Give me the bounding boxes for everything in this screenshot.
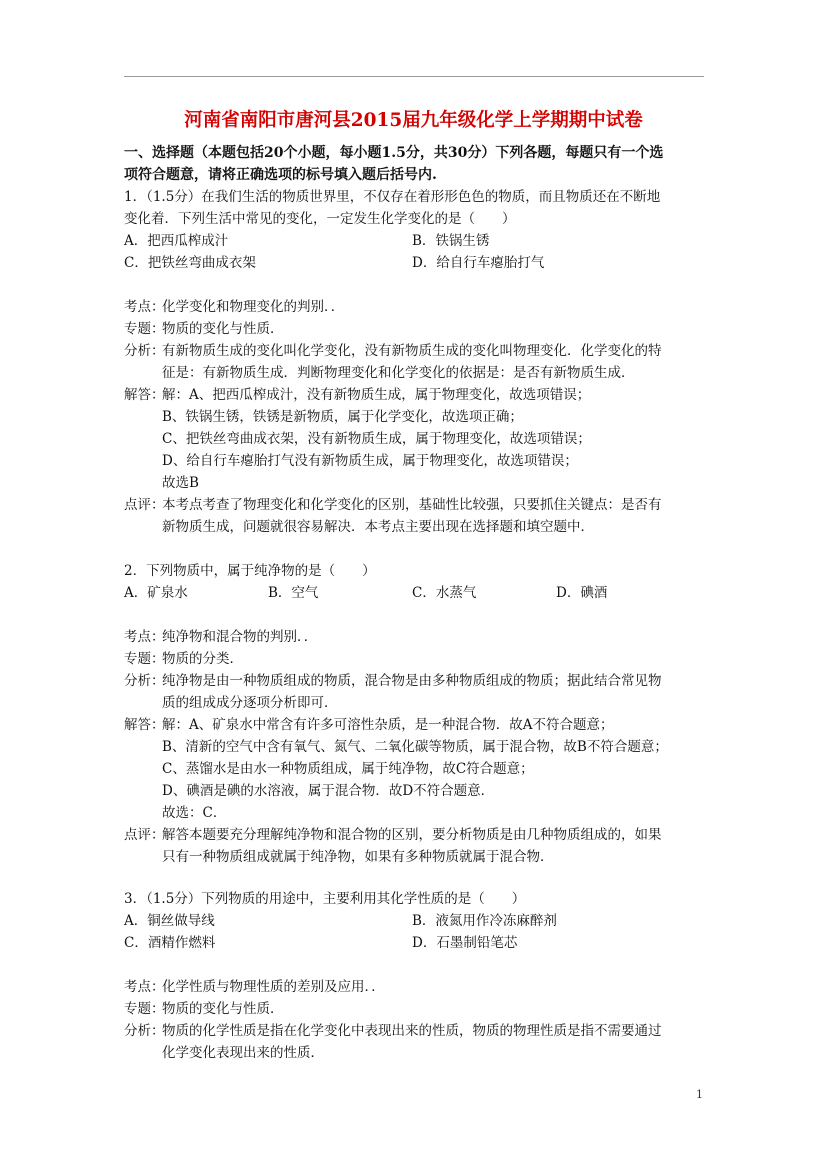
q2-zhuanti-label: 专题： bbox=[124, 651, 165, 667]
q2-fenxi-line1: 纯净物是由一种物质组成的物质，混合物是由多种物质组成的物质；据此结合常见物 bbox=[162, 673, 662, 689]
q2-option-c: C．水蒸气 bbox=[412, 585, 477, 601]
q2-stem: 2．下列物质中，属于纯净物的是（ ） bbox=[124, 563, 376, 579]
q1-dianping-label: 点评： bbox=[124, 497, 165, 513]
q1-stem-line1: 1．（1.5分）在我们生活的物质世界里，不仅存在着形形色色的物质，而且物质还在不断地 bbox=[124, 189, 661, 205]
q1-fenxi-label: 分析： bbox=[124, 343, 165, 359]
q2-kaodian-label: 考点： bbox=[124, 629, 165, 645]
q2-jieda-line1: 解：A、矿泉水中常含有许多可溶性杂质，是一种混合物．故A不符合题意； bbox=[162, 717, 614, 733]
page-number: 1 bbox=[696, 1088, 703, 1101]
q3-option-c: C．酒精作燃料 bbox=[124, 935, 216, 951]
q3-kaodian: 化学性质与物理性质的差别及应用．． bbox=[162, 979, 385, 995]
q3-zhuanti: 物质的变化与性质． bbox=[162, 1001, 284, 1017]
q2-dianping-line2: 只有一种物质组成就属于纯净物，如果有多种物质就属于混合物． bbox=[162, 849, 554, 865]
q3-option-d: D．石墨制铅笔芯 bbox=[412, 935, 518, 951]
q1-kaodian: 化学变化和物理变化的判别．． bbox=[162, 299, 345, 315]
q2-jieda-line5: 故选：C． bbox=[162, 805, 227, 821]
q2-option-b: B．空气 bbox=[268, 585, 319, 601]
q1-dianping-line1: 本考点考查了物理变化和化学变化的区别，基础性比较强，只要抓住关键点：是否有 bbox=[162, 497, 662, 513]
q2-jieda-label: 解答： bbox=[124, 717, 165, 733]
q3-option-a: A．铜丝做导线 bbox=[124, 913, 215, 929]
q3-stem: 3．（1.5分）下列物质的用途中，主要利用其化学性质的是（ ） bbox=[124, 891, 526, 907]
q3-fenxi-line2: 化学变化表现出来的性质． bbox=[162, 1045, 324, 1061]
q1-jieda-line5: 故选B bbox=[162, 475, 199, 491]
q1-option-a: A．把西瓜榨成汁 bbox=[124, 233, 229, 249]
q1-jieda-label: 解答： bbox=[124, 387, 165, 403]
q1-zhuanti-label: 专题： bbox=[124, 321, 165, 337]
page-title: 河南省南阳市唐河县2015届九年级化学上学期期中试卷 bbox=[184, 110, 643, 131]
q1-jieda-line4: D、给自行车瘪胎打气没有新物质生成，属于物理变化，故选项错误； bbox=[162, 453, 578, 469]
q2-dianping-label: 点评： bbox=[124, 827, 165, 843]
q1-jieda-line3: C、把铁丝弯曲成衣架，没有新物质生成，属于物理变化，故选项错误； bbox=[162, 431, 591, 447]
q2-jieda-line2: B、清新的空气中含有氧气、氮气、二氧化碳等物质，属于混合物，故B不符合题意； bbox=[162, 739, 668, 755]
q2-kaodian: 纯净物和混合物的判别．． bbox=[162, 629, 318, 645]
q1-option-b: B．铁锅生锈 bbox=[412, 233, 490, 249]
section-heading-line1: 一、选择题（本题包括20个小题，每小题1.5分，共30分）下列各题，每题只有一个选 bbox=[124, 145, 664, 161]
q2-option-a: A．矿泉水 bbox=[124, 585, 188, 601]
header-rule bbox=[124, 76, 704, 77]
q1-zhuanti: 物质的变化与性质． bbox=[162, 321, 284, 337]
q1-fenxi-line2: 征是：有新物质生成．判断物理变化和化学变化的依据是：是否有新物质生成． bbox=[162, 365, 635, 381]
q1-option-c: C．把铁丝弯曲成衣架 bbox=[124, 255, 256, 271]
q1-jieda-line1: 解：A、把西瓜榨成汁，没有新物质生成，属于物理变化，故选项错误； bbox=[162, 387, 591, 403]
q3-kaodian-label: 考点： bbox=[124, 979, 165, 995]
q3-fenxi-label: 分析： bbox=[124, 1023, 165, 1039]
q2-jieda-line4: D、碘酒是碘的水溶液，属于混合物．故D不符合题意． bbox=[162, 783, 495, 799]
q1-jieda-line2: B、铁锅生锈，铁锈是新物质，属于化学变化，故选项正确； bbox=[162, 409, 523, 425]
q3-option-b: B．液氮用作冷冻麻醉剂 bbox=[412, 913, 557, 929]
q1-dianping-line2: 新物质生成，问题就很容易解决．本考点主要出现在选择题和填空题中． bbox=[162, 519, 594, 535]
q1-kaodian-label: 考点： bbox=[124, 299, 165, 315]
q2-jieda-line3: C、蒸馏水是由水一种物质组成，属于纯净物，故C符合题意； bbox=[162, 761, 534, 777]
q2-fenxi-line2: 质的组成成分逐项分析即可． bbox=[162, 695, 338, 711]
section-heading-line2: 项符合题意，请将正确选项的标号填入题后括号内. bbox=[124, 167, 437, 183]
q1-fenxi-line1: 有新物质生成的变化叫化学变化，没有新物质生成的变化叫物理变化．化学变化的特 bbox=[162, 343, 662, 359]
q1-option-d: D．给自行车瘪胎打气 bbox=[412, 255, 545, 271]
q2-dianping-line1: 解答本题要充分理解纯净物和混合物的区别，要分析物质是由几种物质组成的，如果 bbox=[162, 827, 662, 843]
q3-fenxi-line1: 物质的化学性质是指在化学变化中表现出来的性质，物质的物理性质是指不需要通过 bbox=[162, 1023, 662, 1039]
q2-zhuanti: 物质的分类． bbox=[162, 651, 243, 667]
q2-fenxi-label: 分析： bbox=[124, 673, 165, 689]
q1-stem-line2: 变化着．下列生活中常见的变化，一定发生化学变化的是（ ） bbox=[124, 211, 516, 227]
q3-zhuanti-label: 专题： bbox=[124, 1001, 165, 1017]
q2-option-d: D．碘酒 bbox=[556, 585, 608, 601]
